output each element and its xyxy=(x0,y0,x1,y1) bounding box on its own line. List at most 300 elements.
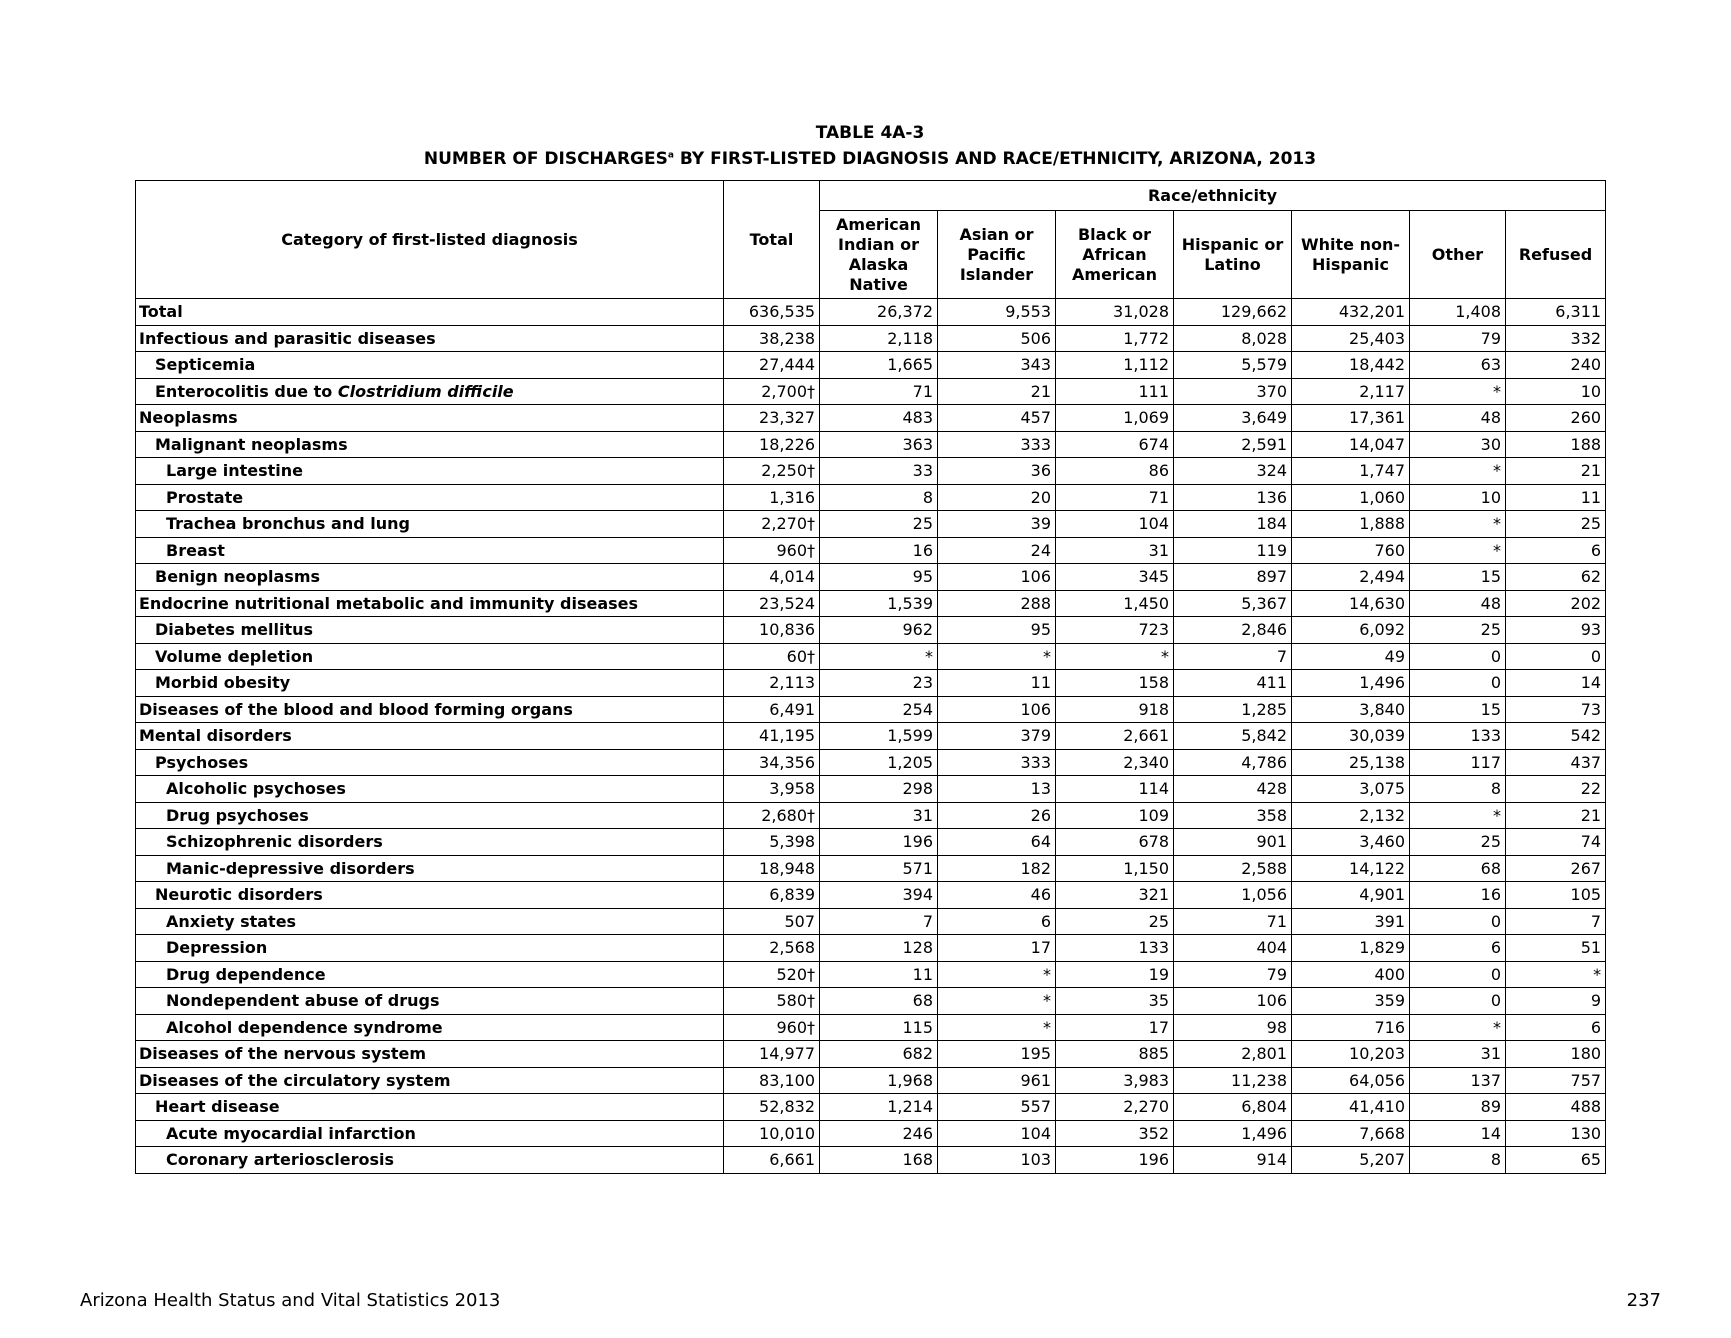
cell-value: 678 xyxy=(1056,829,1174,856)
cell-value: 27,444 xyxy=(724,352,820,379)
cell-value: 723 xyxy=(1056,617,1174,644)
cell-value: 129,662 xyxy=(1174,299,1292,326)
cell-value: 158 xyxy=(1056,670,1174,697)
row-label-text: Malignant neoplasms xyxy=(155,434,348,454)
cell-value: 260 xyxy=(1506,405,1606,432)
row-label xyxy=(136,988,724,1015)
cell-value: 7 xyxy=(1174,643,1292,670)
cell-value: 321 xyxy=(1056,882,1174,909)
cell-value: 488 xyxy=(1506,1094,1606,1121)
row-label-text: Enterocolitis due to xyxy=(155,381,338,401)
cell-value: 31 xyxy=(820,802,938,829)
row-label xyxy=(136,431,724,458)
cell-value: 10,010 xyxy=(724,1120,820,1147)
cell-value: 17,361 xyxy=(1292,405,1410,432)
cell-value: 918 xyxy=(1056,696,1174,723)
cell-value: 25 xyxy=(1410,617,1506,644)
cell-value: 1,408 xyxy=(1410,299,1506,326)
cell-value: 3,983 xyxy=(1056,1067,1174,1094)
cell-value: 36 xyxy=(938,458,1056,485)
cell-value: 31 xyxy=(1410,1041,1506,1068)
row-label-text: Anxiety states xyxy=(166,911,297,931)
cell-value: 5,207 xyxy=(1292,1147,1410,1174)
cell-value: * xyxy=(938,643,1056,670)
cell-value: 2,113 xyxy=(724,670,820,697)
row-label xyxy=(136,1147,724,1174)
cell-value: 391 xyxy=(1292,908,1410,935)
cell-value: 8 xyxy=(820,484,938,511)
cell-value: 4,786 xyxy=(1174,749,1292,776)
cell-value: 60† xyxy=(724,643,820,670)
cell-value: 48 xyxy=(1410,405,1506,432)
cell-value: 8 xyxy=(1410,776,1506,803)
row-label xyxy=(136,935,724,962)
cell-value: 5,367 xyxy=(1174,590,1292,617)
row-label-text: Diabetes mellitus xyxy=(155,620,313,640)
cell-value: 22 xyxy=(1506,776,1606,803)
row-label-text: Acute myocardial infarction xyxy=(166,1123,416,1143)
row-label-text: Psychoses xyxy=(155,752,249,772)
cell-value: 1,205 xyxy=(820,749,938,776)
row-label-text: Alcoholic psychoses xyxy=(166,779,346,799)
cell-value: 897 xyxy=(1174,564,1292,591)
table-row xyxy=(136,1014,1606,1041)
cell-value: 1,496 xyxy=(1292,670,1410,697)
cell-value: 757 xyxy=(1506,1067,1606,1094)
row-label-text: Trachea bronchus and lung xyxy=(166,514,410,534)
row-label xyxy=(136,776,724,803)
cell-value: * xyxy=(938,1014,1056,1041)
cell-value: 21 xyxy=(1506,458,1606,485)
row-label xyxy=(136,1094,724,1121)
cell-value: 180 xyxy=(1506,1041,1606,1068)
cell-value: 9,553 xyxy=(938,299,1056,326)
cell-value: 79 xyxy=(1174,961,1292,988)
cell-value: 457 xyxy=(938,405,1056,432)
row-label xyxy=(136,1014,724,1041)
cell-value: * xyxy=(1506,961,1606,988)
table-row xyxy=(136,1120,1606,1147)
row-label xyxy=(136,882,724,909)
cell-value: 19 xyxy=(1056,961,1174,988)
cell-value: 9 xyxy=(1506,988,1606,1015)
cell-value: 49 xyxy=(1292,643,1410,670)
header-hispanic-latino: Hispanic or Latino xyxy=(1174,211,1292,299)
cell-value: 64,056 xyxy=(1292,1067,1410,1094)
cell-value: 11,238 xyxy=(1174,1067,1292,1094)
cell-value: 1,214 xyxy=(820,1094,938,1121)
cell-value: 0 xyxy=(1410,670,1506,697)
table-row xyxy=(136,988,1606,1015)
table-row xyxy=(136,935,1606,962)
row-label-text: Alcohol dependence syndrome xyxy=(166,1017,443,1037)
cell-value: 0 xyxy=(1410,643,1506,670)
cell-value: 104 xyxy=(938,1120,1056,1147)
cell-value: 103 xyxy=(938,1147,1056,1174)
cell-value: 636,535 xyxy=(724,299,820,326)
table-row xyxy=(136,1147,1606,1174)
row-label xyxy=(136,829,724,856)
cell-value: 71 xyxy=(1056,484,1174,511)
table-row xyxy=(136,829,1606,856)
cell-value: 674 xyxy=(1056,431,1174,458)
row-label-text: Manic-depressive disorders xyxy=(166,858,415,878)
cell-value: 119 xyxy=(1174,537,1292,564)
cell-value: 106 xyxy=(1174,988,1292,1015)
page-number: 237 xyxy=(1626,1290,1661,1311)
header-row-group xyxy=(136,181,1606,211)
cell-value: 137 xyxy=(1410,1067,1506,1094)
header-american-indian: American Indian or Alaska Native xyxy=(820,211,938,299)
cell-value: 962 xyxy=(820,617,938,644)
cell-value: 3,840 xyxy=(1292,696,1410,723)
row-label xyxy=(136,537,724,564)
table-row xyxy=(136,802,1606,829)
cell-value: 2,568 xyxy=(724,935,820,962)
cell-value: 324 xyxy=(1174,458,1292,485)
cell-value: 682 xyxy=(820,1041,938,1068)
row-label xyxy=(136,378,724,405)
row-label-text: Nondependent abuse of drugs xyxy=(166,991,440,1011)
footnote-marker: a xyxy=(667,150,674,161)
cell-value: 363 xyxy=(820,431,938,458)
cell-value: 2,270 xyxy=(1056,1094,1174,1121)
cell-value: 557 xyxy=(938,1094,1056,1121)
cell-value: 885 xyxy=(1056,1041,1174,1068)
cell-value: 400 xyxy=(1292,961,1410,988)
row-label-text: Total xyxy=(139,302,183,322)
header-white-non-hispanic: White non-Hispanic xyxy=(1292,211,1410,299)
table-row xyxy=(136,908,1606,935)
cell-value: 115 xyxy=(820,1014,938,1041)
cell-value: 38,238 xyxy=(724,325,820,352)
cell-value: 428 xyxy=(1174,776,1292,803)
cell-value: 8,028 xyxy=(1174,325,1292,352)
cell-value: * xyxy=(1410,1014,1506,1041)
cell-value: 106 xyxy=(938,696,1056,723)
cell-value: 1,599 xyxy=(820,723,938,750)
cell-value: 109 xyxy=(1056,802,1174,829)
row-label-text: Benign neoplasms xyxy=(155,567,321,587)
cell-value: 111 xyxy=(1056,378,1174,405)
row-label xyxy=(136,511,724,538)
row-label-text: Breast xyxy=(166,540,225,560)
cell-value: 34,356 xyxy=(724,749,820,776)
cell-value: 41,410 xyxy=(1292,1094,1410,1121)
cell-value: 1,829 xyxy=(1292,935,1410,962)
cell-value: 130 xyxy=(1506,1120,1606,1147)
table-row xyxy=(136,325,1606,352)
cell-value: 432,201 xyxy=(1292,299,1410,326)
cell-value: 4,901 xyxy=(1292,882,1410,909)
cell-value: 14,630 xyxy=(1292,590,1410,617)
cell-value: 6 xyxy=(1410,935,1506,962)
cell-value: 3,649 xyxy=(1174,405,1292,432)
cell-value: * xyxy=(938,961,1056,988)
cell-value: 3,460 xyxy=(1292,829,1410,856)
cell-value: 370 xyxy=(1174,378,1292,405)
cell-value: 2,494 xyxy=(1292,564,1410,591)
cell-value: 136 xyxy=(1174,484,1292,511)
cell-value: 288 xyxy=(938,590,1056,617)
cell-value: 14,122 xyxy=(1292,855,1410,882)
cell-value: 6,092 xyxy=(1292,617,1410,644)
cell-value: 298 xyxy=(820,776,938,803)
table-row xyxy=(136,882,1606,909)
row-label-text: Neurotic disorders xyxy=(155,885,323,905)
cell-value: 1,496 xyxy=(1174,1120,1292,1147)
table-row xyxy=(136,564,1606,591)
cell-value: 5,842 xyxy=(1174,723,1292,750)
table-body xyxy=(136,299,1606,1174)
cell-value: 483 xyxy=(820,405,938,432)
cell-value: 379 xyxy=(938,723,1056,750)
cell-value: 0 xyxy=(1506,643,1606,670)
cell-value: 133 xyxy=(1056,935,1174,962)
cell-value: * xyxy=(820,643,938,670)
header-refused: Refused xyxy=(1506,211,1606,299)
cell-value: 68 xyxy=(820,988,938,1015)
row-label-text: Large intestine xyxy=(166,461,304,481)
cell-value: 507 xyxy=(724,908,820,935)
cell-value: 41,195 xyxy=(724,723,820,750)
table-row xyxy=(136,299,1606,326)
cell-value: 6,661 xyxy=(724,1147,820,1174)
cell-value: 1,069 xyxy=(1056,405,1174,432)
cell-value: 25 xyxy=(1410,829,1506,856)
header-total: Total xyxy=(724,181,820,299)
cell-value: 14 xyxy=(1410,1120,1506,1147)
cell-value: 65 xyxy=(1506,1147,1606,1174)
cell-value: 106 xyxy=(938,564,1056,591)
cell-value: 51 xyxy=(1506,935,1606,962)
cell-value: * xyxy=(1410,378,1506,405)
cell-value: 23,524 xyxy=(724,590,820,617)
cell-value: 1,285 xyxy=(1174,696,1292,723)
subtitle-post: BY FIRST-LISTED DIAGNOSIS AND RACE/ETHNICITY, ARIZONA, 2013 xyxy=(673,149,1317,169)
cell-value: 30 xyxy=(1410,431,1506,458)
cell-value: * xyxy=(938,988,1056,1015)
cell-value: 1,968 xyxy=(820,1067,938,1094)
cell-value: 133 xyxy=(1410,723,1506,750)
row-label xyxy=(136,405,724,432)
cell-value: * xyxy=(1410,802,1506,829)
cell-value: 332 xyxy=(1506,325,1606,352)
cell-value: 333 xyxy=(938,431,1056,458)
cell-value: 46 xyxy=(938,882,1056,909)
cell-value: 74 xyxy=(1506,829,1606,856)
table-row xyxy=(136,776,1606,803)
cell-value: 17 xyxy=(938,935,1056,962)
table-row xyxy=(136,458,1606,485)
row-label-text: Volume depletion xyxy=(155,646,314,666)
cell-value: 48 xyxy=(1410,590,1506,617)
cell-value: 31,028 xyxy=(1056,299,1174,326)
cell-value: 18,226 xyxy=(724,431,820,458)
row-label xyxy=(136,855,724,882)
row-label xyxy=(136,590,724,617)
cell-value: 104 xyxy=(1056,511,1174,538)
row-label xyxy=(136,696,724,723)
cell-value: 1,539 xyxy=(820,590,938,617)
cell-value: 7 xyxy=(820,908,938,935)
row-label-text: Drug dependence xyxy=(166,964,326,984)
row-label-text: Schizophrenic disorders xyxy=(166,832,383,852)
table-row xyxy=(136,1041,1606,1068)
cell-value: 7 xyxy=(1506,908,1606,935)
cell-value: 95 xyxy=(820,564,938,591)
cell-value: 5,579 xyxy=(1174,352,1292,379)
table-row xyxy=(136,643,1606,670)
row-label-text: Prostate xyxy=(166,487,244,507)
cell-value: 16 xyxy=(1410,882,1506,909)
row-label xyxy=(136,1120,724,1147)
cell-value: 359 xyxy=(1292,988,1410,1015)
table-row xyxy=(136,617,1606,644)
cell-value: 13 xyxy=(938,776,1056,803)
cell-value: 1,150 xyxy=(1056,855,1174,882)
cell-value: 18,442 xyxy=(1292,352,1410,379)
cell-value: 5,398 xyxy=(724,829,820,856)
cell-value: 0 xyxy=(1410,908,1506,935)
cell-value: 10,203 xyxy=(1292,1041,1410,1068)
cell-value: 960† xyxy=(724,1014,820,1041)
row-label-text: Endocrine nutritional metabolic and immunity diseases xyxy=(139,593,639,613)
cell-value: 128 xyxy=(820,935,938,962)
row-label xyxy=(136,670,724,697)
cell-value: 2,700† xyxy=(724,378,820,405)
row-label xyxy=(136,299,724,326)
footer-publication: Arizona Health Status and Vital Statistics 2013 xyxy=(80,1290,501,1311)
cell-value: 2,250† xyxy=(724,458,820,485)
row-label xyxy=(136,961,724,988)
table-number: TABLE 4A-3 xyxy=(815,123,925,143)
row-label-text: Diseases of the blood and blood forming organs xyxy=(139,699,573,719)
row-label xyxy=(136,458,724,485)
row-label-italic: Clostridium difficile xyxy=(337,381,514,401)
cell-value: 39 xyxy=(938,511,1056,538)
cell-value: 15 xyxy=(1410,696,1506,723)
row-label-text: Coronary arteriosclerosis xyxy=(166,1150,395,1170)
cell-value: 31 xyxy=(1056,537,1174,564)
cell-value: 25,403 xyxy=(1292,325,1410,352)
cell-value: 760 xyxy=(1292,537,1410,564)
cell-value: 21 xyxy=(938,378,1056,405)
row-label xyxy=(136,908,724,935)
cell-value: 6,839 xyxy=(724,882,820,909)
cell-value: 2,117 xyxy=(1292,378,1410,405)
row-label xyxy=(136,643,724,670)
cell-value: 98 xyxy=(1174,1014,1292,1041)
table-row xyxy=(136,1094,1606,1121)
cell-value: 0 xyxy=(1410,961,1506,988)
cell-value: 63 xyxy=(1410,352,1506,379)
cell-value: 25 xyxy=(1506,511,1606,538)
cell-value: 6,311 xyxy=(1506,299,1606,326)
table-row xyxy=(136,670,1606,697)
cell-value: 30,039 xyxy=(1292,723,1410,750)
cell-value: 11 xyxy=(820,961,938,988)
cell-value: 23,327 xyxy=(724,405,820,432)
cell-value: 2,801 xyxy=(1174,1041,1292,1068)
cell-value: 961 xyxy=(938,1067,1056,1094)
cell-value: 1,316 xyxy=(724,484,820,511)
cell-value: 10,836 xyxy=(724,617,820,644)
table-row xyxy=(136,431,1606,458)
cell-value: 6 xyxy=(1506,1014,1606,1041)
row-label-text: Infectious and parasitic diseases xyxy=(139,328,436,348)
row-label xyxy=(136,617,724,644)
cell-value: 2,591 xyxy=(1174,431,1292,458)
cell-value: 1,665 xyxy=(820,352,938,379)
table-row xyxy=(136,1067,1606,1094)
cell-value: 8 xyxy=(1410,1147,1506,1174)
cell-value: 195 xyxy=(938,1041,1056,1068)
cell-value: 86 xyxy=(1056,458,1174,485)
cell-value: 7,668 xyxy=(1292,1120,1410,1147)
cell-value: 17 xyxy=(1056,1014,1174,1041)
row-label-text: Heart disease xyxy=(155,1097,280,1117)
table-row xyxy=(136,696,1606,723)
cell-value: 267 xyxy=(1506,855,1606,882)
cell-value: 71 xyxy=(820,378,938,405)
cell-value: 25 xyxy=(820,511,938,538)
cell-value: 1,747 xyxy=(1292,458,1410,485)
row-label xyxy=(136,484,724,511)
header-category: Category of first-listed diagnosis xyxy=(136,181,724,299)
cell-value: 1,772 xyxy=(1056,325,1174,352)
cell-value: 25 xyxy=(1056,908,1174,935)
cell-value: 2,846 xyxy=(1174,617,1292,644)
cell-value: 1,056 xyxy=(1174,882,1292,909)
cell-value: 188 xyxy=(1506,431,1606,458)
cell-value: 93 xyxy=(1506,617,1606,644)
cell-value: 184 xyxy=(1174,511,1292,538)
cell-value: 2,680† xyxy=(724,802,820,829)
cell-value: 571 xyxy=(820,855,938,882)
cell-value: 333 xyxy=(938,749,1056,776)
table-subtitle xyxy=(135,146,1605,172)
cell-value: 25,138 xyxy=(1292,749,1410,776)
row-label xyxy=(136,802,724,829)
cell-value: 14,047 xyxy=(1292,431,1410,458)
cell-value: 520† xyxy=(724,961,820,988)
cell-value: 914 xyxy=(1174,1147,1292,1174)
cell-value: 394 xyxy=(820,882,938,909)
cell-value: 83,100 xyxy=(724,1067,820,1094)
cell-value: 79 xyxy=(1410,325,1506,352)
cell-value: 114 xyxy=(1056,776,1174,803)
cell-value: 71 xyxy=(1174,908,1292,935)
cell-value: 2,118 xyxy=(820,325,938,352)
cell-value: 2,270† xyxy=(724,511,820,538)
row-label-text: Neoplasms xyxy=(139,408,238,428)
cell-value: * xyxy=(1056,643,1174,670)
cell-value: 1,888 xyxy=(1292,511,1410,538)
header-race-ethnicity: Race/ethnicity xyxy=(820,181,1606,211)
cell-value: 404 xyxy=(1174,935,1292,962)
cell-value: 4,014 xyxy=(724,564,820,591)
cell-value: 64 xyxy=(938,829,1056,856)
cell-value: 6,491 xyxy=(724,696,820,723)
cell-value: 901 xyxy=(1174,829,1292,856)
cell-value: 3,958 xyxy=(724,776,820,803)
cell-value: 33 xyxy=(820,458,938,485)
cell-value: 6 xyxy=(1506,537,1606,564)
cell-value: 68 xyxy=(1410,855,1506,882)
cell-value: 343 xyxy=(938,352,1056,379)
table-row xyxy=(136,590,1606,617)
